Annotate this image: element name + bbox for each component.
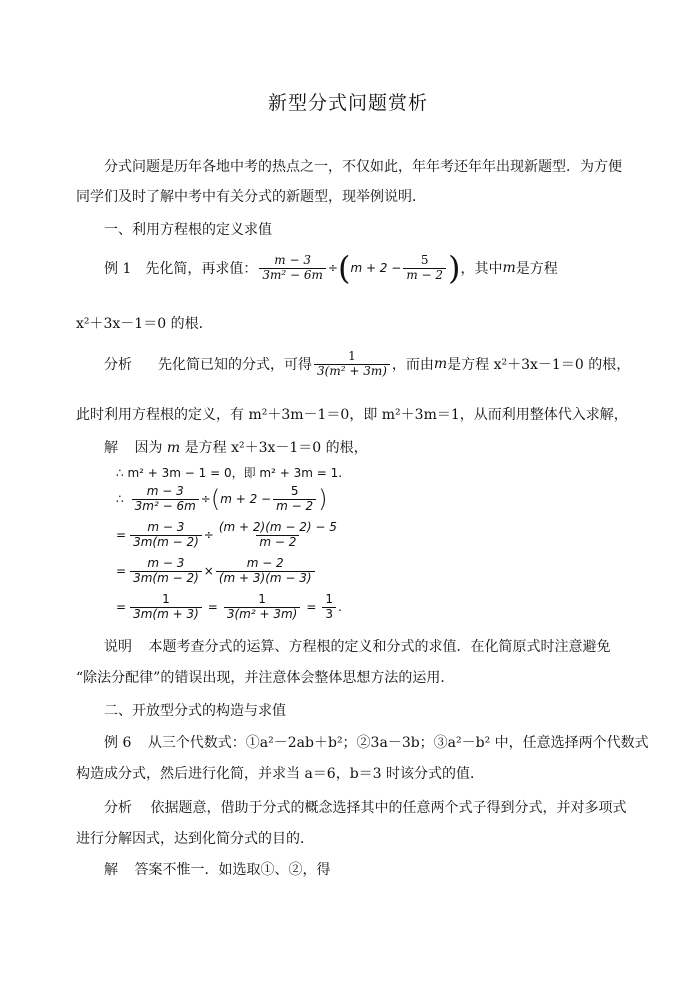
analysis-6-line [104, 797, 626, 817]
fraction-denominator: m − 2 [403, 268, 446, 283]
example-6-line [104, 732, 649, 752]
fraction-denominator: m − 2 [273, 499, 316, 514]
example-6-label: 例 6 [104, 735, 132, 751]
example-1-line-2: x²＋3x－1＝0 的根． [76, 316, 213, 332]
fraction-numerator: 1 [258, 592, 266, 606]
example-1-text-b: ，其中 [460, 261, 503, 278]
example-1-label: 例 1 [104, 261, 132, 278]
equals-sign: = [116, 564, 127, 579]
section-heading-2: 二、开放型分式的构造与求值 [104, 703, 286, 719]
analysis-1-text-c: 是方程 x²＋3x－1＝0 的根， [447, 357, 631, 374]
divide-sign: ÷ [200, 492, 211, 507]
fraction [224, 593, 301, 622]
period: . [338, 600, 342, 615]
analysis-1-line [104, 350, 630, 379]
solution-6-text: 答案不惟一．如选取①、②，得 [134, 862, 331, 878]
note-1-line [104, 636, 610, 656]
fraction-one-third [322, 593, 336, 622]
solution-1-step-1: ∴ m² + 3m − 1 = 0，即 m² + 3m = 1. [116, 466, 343, 480]
fraction [216, 557, 315, 586]
fraction-numerator: m − 3 [147, 556, 185, 570]
solution-1-label: 解 [104, 440, 118, 456]
fraction-numerator: 5 [290, 484, 299, 498]
analysis-6-text: 依据题意，借助于分式的概念选择其中的任意两个式子得到分式，并对多项式 [150, 800, 627, 816]
solution-6-line [104, 859, 330, 879]
intro-line-2: 同学们及时了解中考中有关分式的新题型，现举例说明． [76, 189, 426, 205]
equals-sign: = [116, 600, 127, 615]
variable-m: m [166, 440, 181, 456]
section-heading-1: 一、利用方程根的定义求值 [104, 222, 272, 238]
fraction-5-over-m-2 [273, 485, 316, 514]
paren-expression: m + 2 − [350, 261, 402, 276]
divide-sign: ÷ [327, 261, 338, 276]
solution-1-step-2: ∴ $\frac{m - 3}{\text{3m² − 6m}}$ ÷ ( m + 2 − $\frac{5}{m - 2}$ ) [116, 484, 328, 514]
analysis-1-text-a: 先化简已知的分式，可得 [158, 357, 312, 374]
solution-1-step-3 [116, 521, 342, 550]
example-6-text: 从三个代数式：①a²－2ab＋b²；②3a－3b；③a²－b² 中，任意选择两个代数式 [147, 735, 649, 751]
fraction-numerator: (m + 2)(m − 2) − 5 [218, 520, 337, 534]
analysis-1-label: 分析 [104, 357, 132, 374]
fraction-denominator: 3m(m − 2) [130, 535, 202, 550]
note-1-label: 说明 [104, 639, 132, 655]
analysis-6-line-2: 进行分解因式，达到化简分式的目的． [76, 831, 314, 847]
solution-1-step-4 [116, 557, 317, 586]
example-6-line-2: 构造成分式，然后进行化简，并求当 a＝6，b＝3 时该分式的值． [76, 766, 485, 782]
solution-1-step-5 [116, 593, 342, 622]
fraction-numerator: 1 [162, 592, 170, 606]
fraction-denominator: 3(m² + 3m) [224, 607, 301, 622]
example-1-text-a: 先化简，再求值： [145, 261, 258, 278]
fraction-numerator: m − 2 [246, 556, 284, 570]
page-title: 新型分式问题赏析 [267, 92, 428, 114]
fraction-5-over-m-2 [403, 254, 446, 283]
solution-1-text-a: 因为 [134, 440, 163, 456]
fraction-denominator: 3m(m + 3) [130, 607, 202, 622]
fraction-denominator: m − 2 [256, 535, 299, 550]
fraction [216, 521, 340, 550]
fraction-numerator: m − 3 [274, 253, 311, 267]
fraction [130, 593, 202, 622]
fraction-numerator: m − 3 [146, 484, 184, 498]
analysis-6-label: 分析 [104, 800, 132, 816]
divide-sign: ÷ [203, 528, 214, 543]
fraction-denominator: (m + 3)(m − 3) [216, 571, 315, 586]
fraction-result [314, 350, 390, 379]
example-1-text-c: 是方程 [515, 261, 558, 278]
analysis-1-text-b: ，而由 [391, 357, 434, 374]
therefore-symbol: ∴ [116, 492, 124, 507]
note-1-line-2: “除法分配律”的错误出现，并注意体会整体思想方法的运用． [76, 670, 455, 686]
equals-sign: = [306, 600, 317, 615]
solution-6-label: 解 [104, 862, 118, 878]
solution-1-line [104, 437, 368, 457]
fraction [130, 557, 202, 586]
example-1-line: 例 1 先化简，再求值： $\frac{m - 3}{\text{3m² − 6m}}$ ÷ ( m + 2 − $\frac{5}{m - 2}$ ) ，其中 m 是方程 [104, 249, 558, 288]
fraction-numerator: 5 [420, 253, 429, 267]
variable-m: m [502, 260, 516, 277]
fraction-denominator: 3 [322, 607, 336, 622]
fraction-numerator: m − 3 [147, 520, 185, 534]
equals-sign: = [207, 600, 218, 615]
intro-line-1: 分式问题是历年各地中考的热点之一，不仅如此，年年考还年年出现新题型．为方便 [104, 159, 622, 175]
solution-1-text-b: 是方程 x²＋3x－1＝0 的根， [184, 440, 368, 456]
times-sign: × [203, 564, 214, 579]
note-1-text: 本题考查分式的运算、方程根的定义和分式的求值．在化简原式时注意避免 [148, 639, 611, 655]
fraction-denominator: 3m(m − 2) [130, 571, 202, 586]
fraction-numerator: 1 [325, 592, 334, 606]
equals-sign: = [116, 528, 127, 543]
fraction-m3-over-3m2-6m [132, 485, 199, 514]
analysis-1-line-2: 此时利用方程根的定义，有 m²＋3m－1＝0，即 m²＋3m＝1，从而利用整体代入求解， [76, 407, 628, 423]
fraction-m3-over-3m2-6m [259, 254, 326, 283]
fraction-denominator: 3m² − 6m [259, 268, 326, 283]
fraction-denominator: 3m² − 6m [132, 499, 199, 514]
fraction [130, 521, 202, 550]
fraction-denominator: 3(m² + 3m) [314, 364, 390, 379]
paren-expression: m + 2 − [220, 492, 272, 507]
fraction-numerator: 1 [348, 349, 356, 363]
variable-m: m [433, 356, 448, 373]
